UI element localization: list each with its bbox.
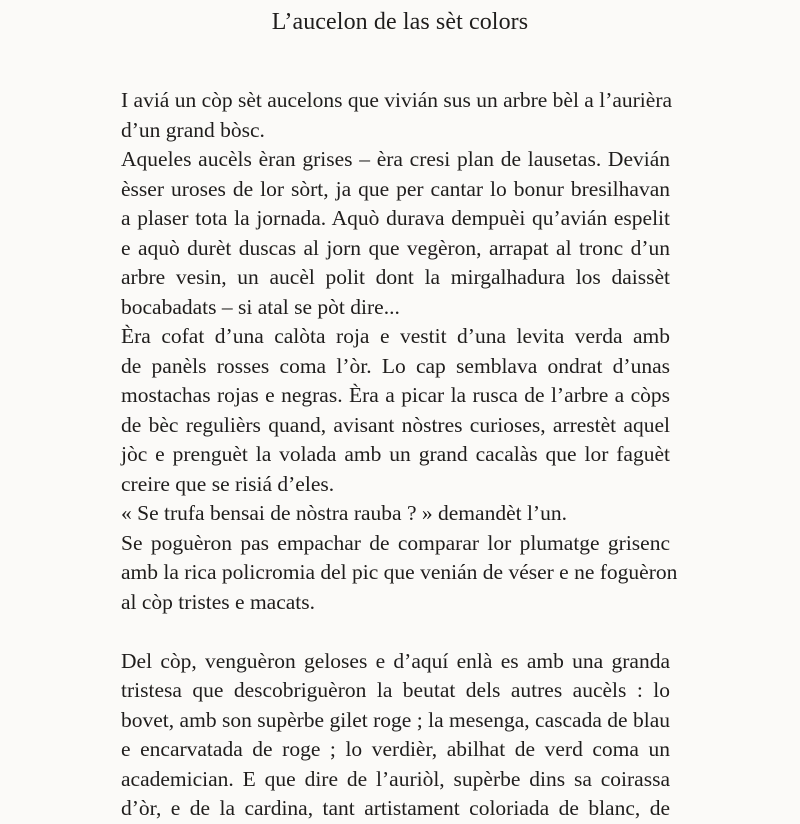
text-line: al còp tristes e macats. (121, 589, 316, 614)
text-line: jòc e prenguèt la volada amb un grand cacalàs que lor faguèt (121, 442, 670, 466)
text-line: bocabadats – si atal se pòt dire... (121, 294, 400, 319)
text-line: Del còp, venguèron geloses e d’aquí enlà es amb una granda (121, 648, 670, 673)
paragraph-gap (121, 617, 670, 647)
text-line: academician. E que dire de l’auriòl, supèrbe dins sa coirassa (121, 766, 670, 791)
text-line: e encarvatada de roge ; lo verdièr, abilhat de verd coma un (121, 737, 670, 761)
text-line: èsser uroses de lor sòrt, ja que per cantar lo bonur bresilhavan (121, 176, 670, 201)
text-line: d’un grand bòsc. (121, 117, 265, 142)
text-line: amb la rica policromia del pic que venián de véser e ne foguèron (121, 560, 678, 584)
text-line: Aqueles aucèls èran grises – èra cresi plan de lausetas. Devián (121, 147, 670, 171)
text-line: arbre vesin, un aucèl polit dont la mirgalhadura los daissèt (121, 265, 670, 289)
text-line: mostachas rojas e negras. Èra a picar la rusca de l’arbre a còps (121, 383, 670, 407)
text-line: « Se trufa bensai de nòstra rauba ? » demandèt l’un. (121, 501, 567, 525)
page-title: L’aucelon de las sèt colors (271, 9, 529, 35)
text-line: I aviá un còp sèt aucelons que vivián sus un arbre bèl a l’aurièra (121, 88, 673, 112)
text-line: Èra cofat d’una calòta roja e vestit d’una levita verda amb (121, 324, 670, 348)
text-line: d’òr, e de la cardina, tant artistament coloriada de blanc, de (121, 796, 670, 820)
text-line: de bèc regulièrs quand, avisant nòstres curioses, arrestèt aquel (121, 412, 670, 437)
text-line: creire que se risiá d’eles. (121, 471, 335, 496)
text-line: tristesa que descobriguèron la beutat dels autres aucèls : lo (121, 678, 670, 702)
story-text (121, 86, 678, 824)
text-line: bovet, amb son supèrbe gilet roge ; la mesenga, cascada de blau (121, 707, 670, 732)
text-line: Se poguèron pas empachar de comparar lor plumatge grisenc (121, 530, 670, 555)
text-line: de panèls rosses coma l’òr. Lo cap semblava ondrat d’unas (121, 353, 670, 378)
text-line: e aquò durèt duscas al jorn que vegèron, arrapat al tronc d’un (121, 235, 670, 260)
text-line: a plaser tota la jornada. Aquò durava dempuèi qu’avián espelit (121, 206, 670, 230)
